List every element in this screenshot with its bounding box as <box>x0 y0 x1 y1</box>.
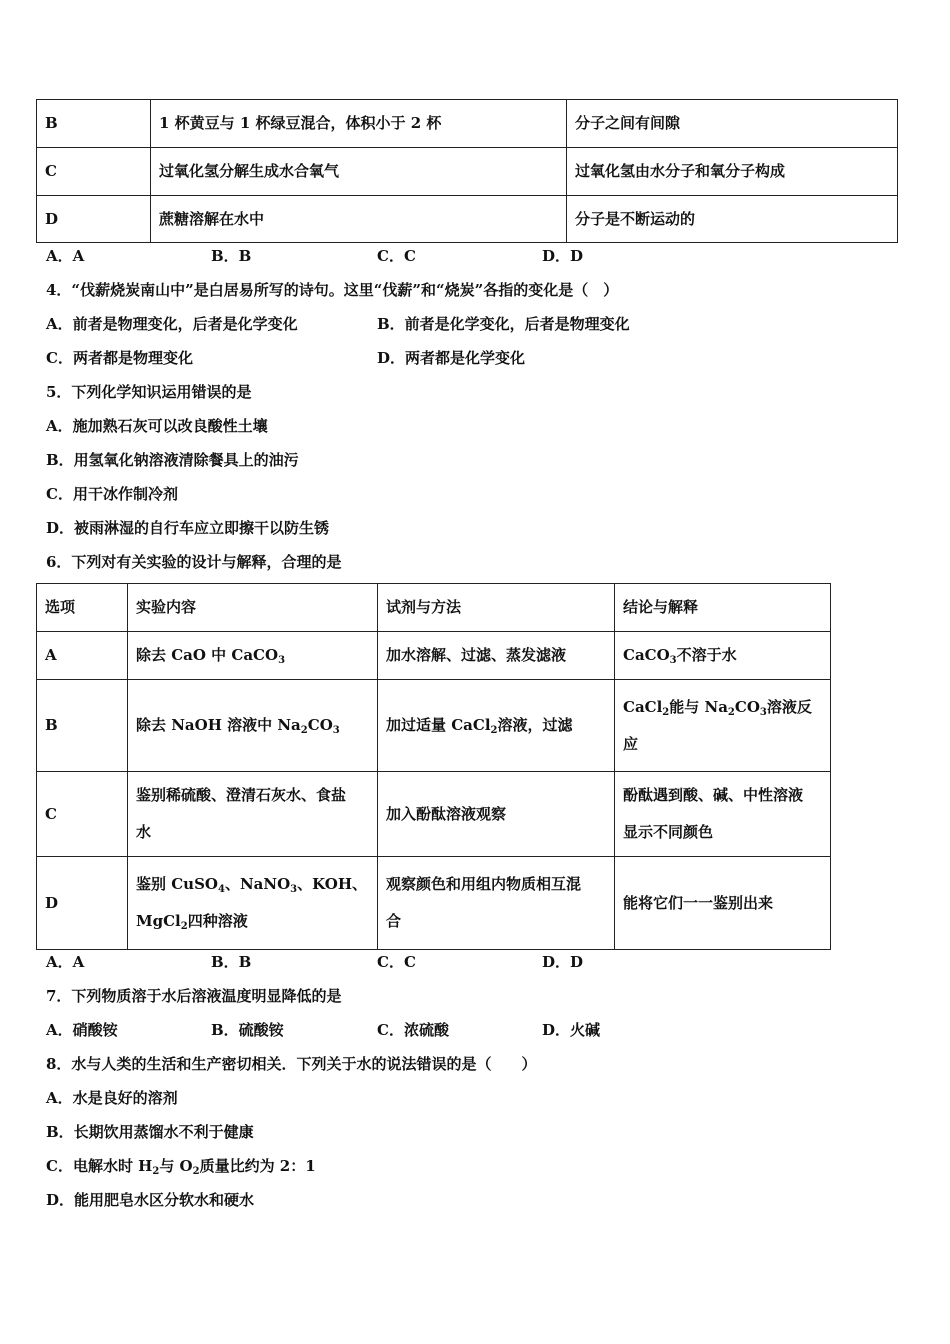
question-8-stem: 8．水与人类的生活和生产密切相关．下列关于水的说法错误的是（ ） <box>46 1055 537 1073</box>
row-method: 加过适量 CaCl$_2$溶液，过滤 <box>378 680 615 772</box>
row-method: 加水溶解、过滤、蒸发滤液 <box>378 632 615 680</box>
table-row <box>37 148 898 196</box>
row-phenomenon: 过氧化氢分解生成水合氧气 <box>151 148 567 196</box>
q6-option-d[interactable]: D．D <box>542 953 584 971</box>
q5-option-a[interactable]: A．施加熟石灰可以改良酸性土壤 <box>46 417 268 435</box>
row-method: 加入酚酞溶液观察 <box>378 772 615 857</box>
header-method: 试剂与方法 <box>378 584 615 632</box>
row-phenomenon: 蔗糖溶解在水中 <box>151 196 567 243</box>
table-row <box>37 857 831 950</box>
q6-option-b[interactable]: B．B <box>211 953 252 971</box>
row-explanation: 过氧化氢由水分子和氧分子构成 <box>567 148 898 196</box>
question-6-stem: 6．下列对有关实验的设计与解释，合理的是 <box>46 553 342 571</box>
question-5-stem: 5．下列化学知识运用错误的是 <box>46 383 252 401</box>
table-row <box>37 196 898 243</box>
row-conclusion: CaCl$_2$能与 $Na_2CO_3$溶液反 应 <box>615 680 831 772</box>
q6-option-a[interactable]: A．A <box>46 953 85 971</box>
answer-option-b[interactable]: B．B <box>211 247 252 265</box>
q4-option-a[interactable]: A．前者是物理变化，后者是化学变化 <box>46 315 298 333</box>
row-phenomenon: 1 杯黄豆与 1 杯绿豆混合，体积小于 2 杯 <box>151 100 567 148</box>
row-conclusion: 能将它们一一鉴别出来 <box>615 857 831 950</box>
header-content: 实验内容 <box>128 584 378 632</box>
answer-option-a[interactable]: A．A <box>46 247 85 265</box>
row-content: 鉴别 CuSO$_4$、NaNO$_3$、KOH、 MgCl$_2$四种溶液 <box>128 857 378 950</box>
table-q3 <box>36 99 898 243</box>
row-explanation: 分子是不断运动的 <box>567 196 898 243</box>
row-content: 除去 NaOH 溶液中 $Na_2CO_3$ <box>128 680 378 772</box>
q5-option-c[interactable]: C．用干冰作制冷剂 <box>46 485 178 503</box>
q4-option-c[interactable]: C．两者都是物理变化 <box>46 349 193 367</box>
q8-option-d[interactable]: D．能用肥皂水区分软水和硬水 <box>46 1191 255 1209</box>
row-label: D <box>37 196 151 243</box>
table-header-row <box>37 584 831 632</box>
row-label: A <box>37 632 128 680</box>
header-conclusion: 结论与解释 <box>615 584 831 632</box>
q7-option-d[interactable]: D．火碱 <box>542 1021 601 1039</box>
row-label: B <box>37 100 151 148</box>
row-label: C <box>37 148 151 196</box>
row-label: D <box>37 857 128 950</box>
q6-option-c[interactable]: C．C <box>377 953 416 971</box>
row-content: 鉴别稀硫酸、澄清石灰水、食盐 水 <box>128 772 378 857</box>
table-row <box>37 100 898 148</box>
table-row <box>37 632 831 680</box>
row-conclusion: CaCO$_3$不溶于水 <box>615 632 831 680</box>
header-option: 选项 <box>37 584 128 632</box>
answer-option-c[interactable]: C．C <box>377 247 416 265</box>
question-7-stem: 7．下列物质溶于水后溶液温度明显降低的是 <box>46 987 342 1005</box>
row-conclusion: 酚酞遇到酸、碱、中性溶液 显示不同颜色 <box>615 772 831 857</box>
table-q6 <box>36 583 831 950</box>
table-row <box>37 772 831 857</box>
answer-option-d[interactable]: D．D <box>542 247 584 265</box>
q8-option-c[interactable]: C．电解水时 $H_2$与 $O_2$质量比约为 2：1 <box>46 1157 316 1177</box>
q7-option-a[interactable]: A．硝酸铵 <box>46 1021 118 1039</box>
question-4-stem: 4．“伐薪烧炭南山中”是白居易所写的诗句。这里“伐薪”和“烧炭”各指的变化是（ ） <box>46 281 619 299</box>
row-explanation: 分子之间有间隙 <box>567 100 898 148</box>
q4-option-d[interactable]: D．两者都是化学变化 <box>377 349 526 367</box>
table-row <box>37 680 831 772</box>
q8-option-b[interactable]: B．长期饮用蒸馏水不利于健康 <box>46 1123 254 1141</box>
q4-option-b[interactable]: B．前者是化学变化，后者是物理变化 <box>377 315 630 333</box>
q7-option-b[interactable]: B．硫酸铵 <box>211 1021 284 1039</box>
row-label: C <box>37 772 128 857</box>
q8-option-a[interactable]: A．水是良好的溶剂 <box>46 1089 178 1107</box>
q5-option-b[interactable]: B．用氢氧化钠溶液清除餐具上的油污 <box>46 451 299 469</box>
q7-option-c[interactable]: C．浓硫酸 <box>377 1021 449 1039</box>
row-content: 除去 CaO 中 CaCO$_3$ <box>128 632 378 680</box>
row-label: B <box>37 680 128 772</box>
q5-option-d[interactable]: D．被雨淋湿的自行车应立即擦干以防生锈 <box>46 519 330 537</box>
row-method: 观察颜色和用组内物质相互混 合 <box>378 857 615 950</box>
